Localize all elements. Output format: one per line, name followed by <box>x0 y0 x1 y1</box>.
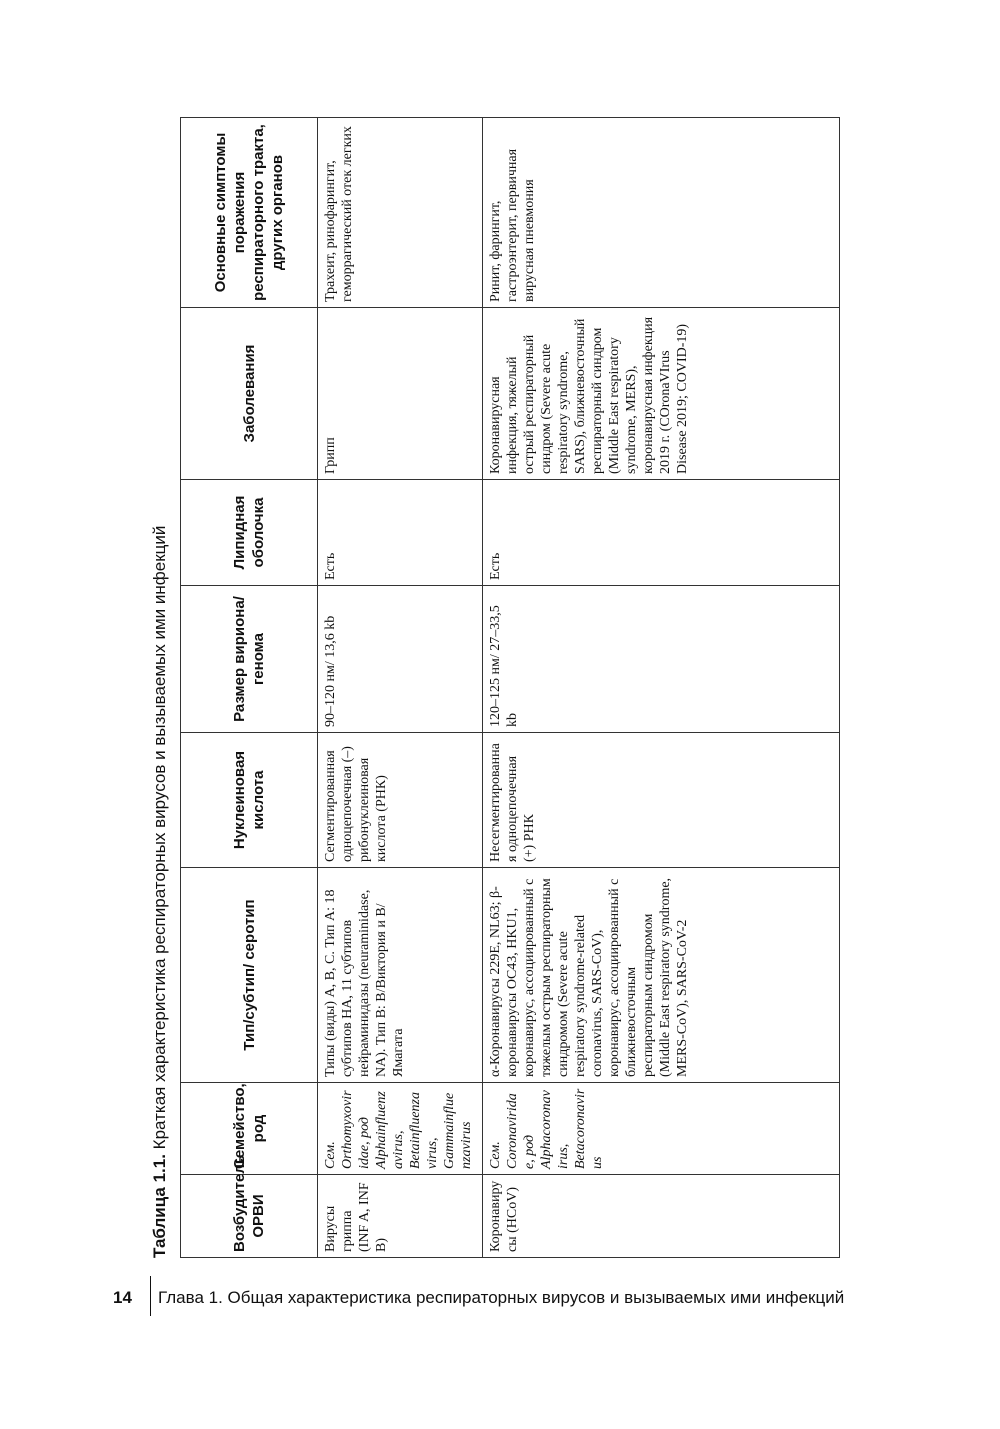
footer-divider <box>150 1276 151 1316</box>
cell-symptoms: Трахеит, ринофарингит, геморрагический отек легких <box>318 118 483 308</box>
cell-agent: Коронавирусы (HCoV) <box>483 1175 840 1258</box>
cell-nucleic: Сегментированная одноцепочечная (–) рибонуклеиновая кислота (РНК) <box>318 733 483 868</box>
table-caption <box>140 118 180 1258</box>
header-symptoms: Основные симптомы поражения респираторного тракта, других органов <box>181 118 318 308</box>
cell-size: 120–125 нм/ 27–33,5 kb <box>483 586 840 733</box>
header-agent: Возбудитель ОРВИ <box>181 1175 318 1258</box>
cell-disease: Грипп <box>318 308 483 480</box>
header-disease: Заболевания <box>181 308 318 480</box>
cell-family: Сем. Orthomyxoviridae, род Alphainfluenzavirus, Betainfluenzavirus, Gammainfluenzavirus <box>318 1083 483 1175</box>
cell-type: α-Коронавирусы 229E, NL63; β-коронавирусы OC43, HKU1, коронавирус, ассоциированный с тяжелым острым респираторным синдромом (Severe acute respiratory syndrome-related coronavirus, SARS-CoV), коронавирус, ассоциированный с ближневосточным респираторным синдромом (Middle East respiratory syndrome, MERS-CoV), SARS-CoV-2 <box>483 868 840 1083</box>
running-head: Глава 1. Общая характеристика респираторных вирусов и вызываемых ими инфекций <box>158 1288 845 1307</box>
cell-family: Сем. Coronaviridae, род Alphacoronavirus, Betacoronavirus <box>483 1083 840 1175</box>
caption-label: Таблица 1.1. <box>150 1154 169 1258</box>
table-row <box>483 118 840 1258</box>
header-size: Размер вириона/ генома <box>181 586 318 733</box>
header-lipid: Липидная оболочка <box>181 480 318 586</box>
caption-text: Краткая характеристика респираторных вирусов и вызываемых ими инфекций <box>150 525 169 1155</box>
cell-lipid: Есть <box>318 480 483 586</box>
cell-type: Типы (виды) A, B, C. Тип A: 18 субтипов HA, 11 субтипов нейраминидазы (neuraminidase, NA). Тип B: B/Виктория и B/Ямагата <box>318 868 483 1083</box>
cell-lipid: Есть <box>483 480 840 586</box>
cell-symptoms: Ринит, фарингит, гастроэнтерит, первичная вирусная пневмония <box>483 118 840 308</box>
table-row <box>318 118 483 1258</box>
cell-nucleic: Несегментированная одноцепочечная (+) РНК <box>483 733 840 868</box>
header-nucleic: Нуклеиновая кислота <box>181 733 318 868</box>
page-number: 14 <box>113 1288 132 1307</box>
header-type: Тип/субтип/ серотип <box>181 868 318 1083</box>
cell-size: 90–120 нм/ 13,6 kb <box>318 586 483 733</box>
rotated-table-region <box>140 118 840 1258</box>
cell-agent: Вирусы гриппа (INF A, INF B) <box>318 1175 483 1258</box>
header-family: Семейство, род <box>181 1083 318 1175</box>
cell-disease: Коронавирусная инфекция, тяжелый острый респираторный синдром (Severe acute respiratory syndrome, SARS), ближневосточный респираторный синдром (Middle East respiratory syndrome, MERS), коронавирусная инфекция 2019 г. (COronaVIrus Disease 2019; COVID-19) <box>483 308 840 480</box>
virus-table <box>180 117 840 1258</box>
header-row <box>181 118 318 1258</box>
